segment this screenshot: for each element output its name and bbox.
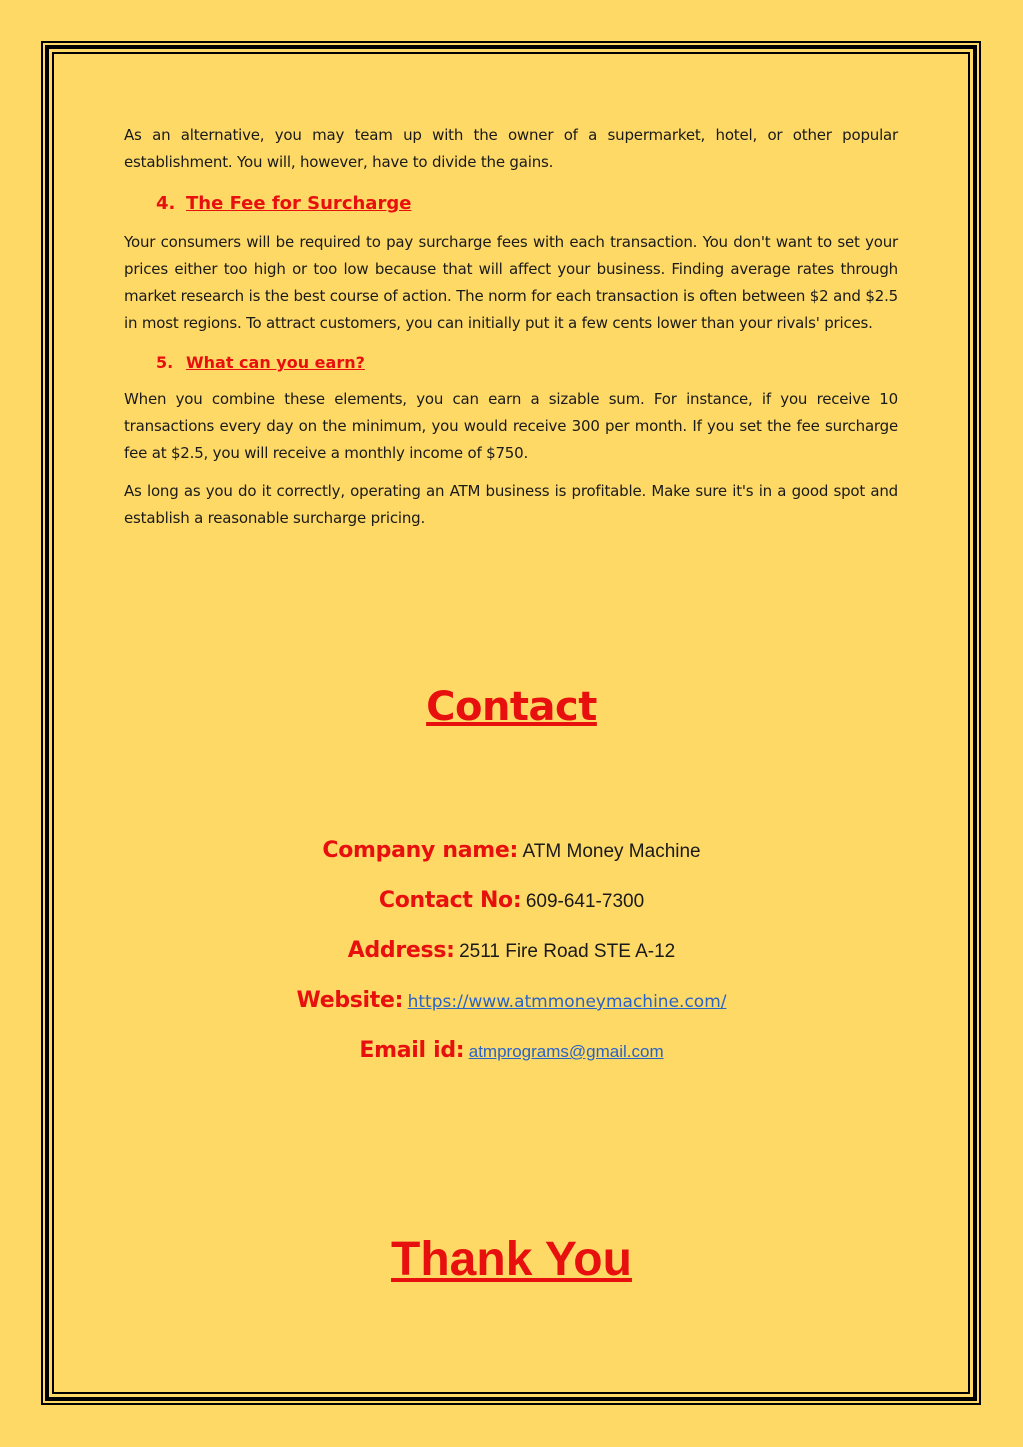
conclusion-paragraph: As long as you do it correctly, operating an ATM business is profitable. Make sure it's in a good spot and establish a reasonable surcharge pricing.: [124, 482, 898, 527]
section-5-paragraph: When you combine these elements, you can earn a sizable sum. For instance, if you receive 10 transactions every day on the minimum, you would receive 300 per month. If you set the fee surcharge fee at $2.5, you will receive a monthly income of $750.: [124, 390, 898, 462]
section-4-paragraph: Your consumers will be required to pay surcharge fees with each transaction. You don't want to set your prices either too high or too low because that will affect your business. Finding average rates through market research is the best course of action. The norm for each transaction is often between $2 and $2.5 in most regions. To attract customers, you can initially put it a few cents lower than your rivals' prices.: [124, 233, 898, 332]
intro-paragraph: As an alternative, you may team up with the owner of a supermarket, hotel, or other popular establishment. You will, however, have to divide the gains.: [124, 126, 898, 171]
email-link[interactable]: atmprograms@gmail.com: [468, 1042, 664, 1061]
section-4-number: 4.: [156, 193, 176, 214]
website-row: [0, 988, 1023, 1013]
section-4-heading: [156, 187, 898, 221]
section-5-number: 5.: [156, 353, 174, 372]
company-value: ATM Money Machine: [522, 841, 701, 862]
address-row: [0, 938, 1023, 963]
website-label: Website:: [296, 988, 404, 1013]
contact-heading: Contact: [426, 684, 597, 730]
phone-label: Contact No:: [378, 888, 522, 913]
email-label: Email id:: [359, 1038, 465, 1063]
phone-row: [0, 888, 1023, 913]
phone-value: 609-641-7300: [525, 891, 645, 912]
email-row: [0, 1038, 1023, 1063]
website-link[interactable]: https://www.atmmoneymachine.com/: [407, 992, 727, 1012]
article-body: [124, 122, 898, 543]
company-label: Company name:: [322, 838, 519, 863]
section-5-heading: [156, 348, 898, 378]
address-value: 2511 Fire Road STE A-12: [459, 941, 676, 962]
thank-you-heading: Thank You: [391, 1233, 632, 1286]
address-label: Address:: [347, 938, 455, 963]
section-5-title: What can you earn?: [186, 353, 365, 372]
section-4-title: The Fee for Surcharge: [186, 193, 412, 214]
company-row: [0, 838, 1023, 863]
